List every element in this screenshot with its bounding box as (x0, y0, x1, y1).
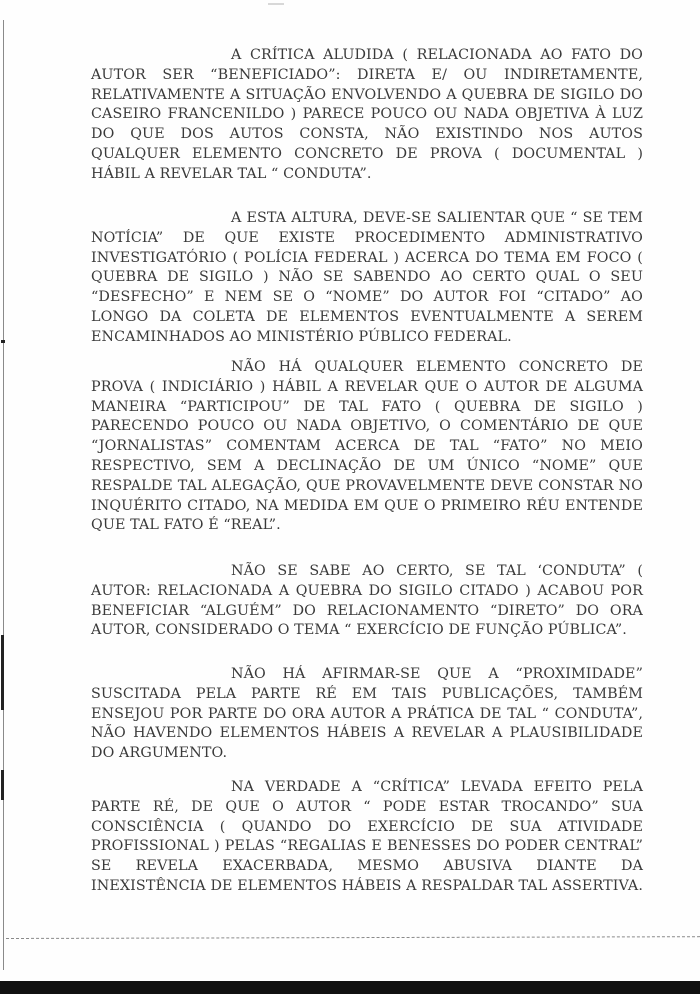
paragraph-4-block (91, 562, 643, 641)
left-edge-mark (1, 340, 5, 343)
paragraph-5: NÃO HÁ AFIRMAR-SE QUE A “PROXIMIDADE” SUSCITADA PELA PARTE RÉ EM TAIS PUBLICAÇÕES, TAMBÉM ENSEJOU POR PARTE DO ORA AUTOR A PRÁTICA DE TAL “ CONDUTA”, NÃO HAVENDO ELEMENTOS HÁBEIS A REVELAR A PLAUSIBILIDADE DO ARGUMENTO. (91, 666, 643, 762)
page-break-dashed-line (6, 936, 700, 939)
paragraph-1: A CRÍTICA ALUDIDA ( RELACIONADA AO FATO DO AUTOR SER “BENEFICIADO”: DIRETA E/ OU INDIRETAMENTE, RELATIVAMENTE A SITUAÇÃO ENVOLVENDO A QUEBRA DE SIGILO DO CASEIRO FRANCENILDO ) PARECE POUCO OU NADA OBJETIVA À LUZ DO QUE DOS AUTOS CONSTA, NÃO EXISTINDO NOS AUTOS QUALQUER ELEMENTO CONCRETO DE PROVA ( DOCUMENTAL ) HÁBIL A REVELAR TAL “ CONDUTA”. (91, 47, 643, 182)
paragraph-1-block (91, 46, 643, 185)
scan-smudge (268, 3, 284, 5)
paragraph-4: NÃO SE SABE AO CERTO, SE TAL ‘CONDUTA” ( AUTOR: RELACIONADA A QUEBRA DO SIGILO CITADO ) ACABOU POR BENEFICIAR “ALGUÉM” DO RELACIONAMENTO “DIRETO” DO ORA AUTOR, CONSIDERADO O TEMA “ EXERCÍCIO DE FUNÇÃO PÚBLICA”. (91, 563, 643, 639)
paragraph-6: NA VERDADE A “CRÍTICA” LEVADA EFEITO PELA PARTE RÉ, DE QUE O AUTOR “ PODE ESTAR TROCANDO” SUA CONSCIÊNCIA ( QUANDO DO EXERCÍCIO DE SUA ATIVIDADE PROFISSIONAL ) PELAS “REGALIAS E BENESSES DO PODER CENTRAL” SE REVELA EXACERBADA, MESMO ABUSIVA DIANTE DA INEXISTÊNCIA DE ELEMENTOS HÁBEIS A RESPALDAR TAL ASSERTIVA. (91, 779, 643, 894)
paragraph-6-block (91, 778, 643, 897)
left-margin-line (3, 20, 4, 970)
paragraph-3-block (91, 358, 643, 536)
paragraph-3: NÃO HÁ QUALQUER ELEMENTO CONCRETO DE PROVA ( INDICIÁRIO ) HÁBIL A REVELAR QUE O AUTOR DE ALGUMA MANEIRA “PARTICIPOU” DE TAL FATO ( QUEBRA DE SIGILO ) PARECENDO POUCO OU NADA OBJETIVO, O COMENTÁRIO DE QUE “JORNALISTAS” COMENTAM ACERCA DE TAL “FATO” NO MEIO RESPECTIVO, SEM A DECLINAÇÃO DE UM ÚNICO “NOME” QUE RESPALDE TAL ALEGAÇÃO, QUE PROVAVELMENTE DEVE CONSTAR NO INQUÉRITO CITADO, NA MEDIDA EM QUE O PRIMEIRO RÉU ENTENDE QUE TAL FATO É “REAL”. (91, 359, 643, 534)
paragraph-2-block (91, 209, 643, 348)
left-edge-mark (1, 770, 4, 800)
scan-bottom-edge (0, 981, 700, 994)
left-edge-mark (1, 635, 4, 710)
paragraph-2: A ESTA ALTURA, DEVE-SE SALIENTAR QUE “ SE TEM NOTÍCIA” DE QUE EXISTE PROCEDIMENTO ADMINISTRATIVO INVESTIGATÓRIO ( POLÍCIA FEDERAL ) ACERCA DO TEMA EM FOCO ( QUEBRA DE SIGILO ) NÃO SE SABENDO AO CERTO QUAL O SEU “DESFECHO” E NEM SE O “NOME” DO AUTOR FOI “CITADO” AO LONGO DA COLETA DE ELEMENTOS EVENTUALMENTE A SEREM ENCAMINHADOS AO MINISTÉRIO PÚBLICO FEDERAL. (91, 210, 643, 345)
paragraph-5-block (91, 665, 643, 764)
